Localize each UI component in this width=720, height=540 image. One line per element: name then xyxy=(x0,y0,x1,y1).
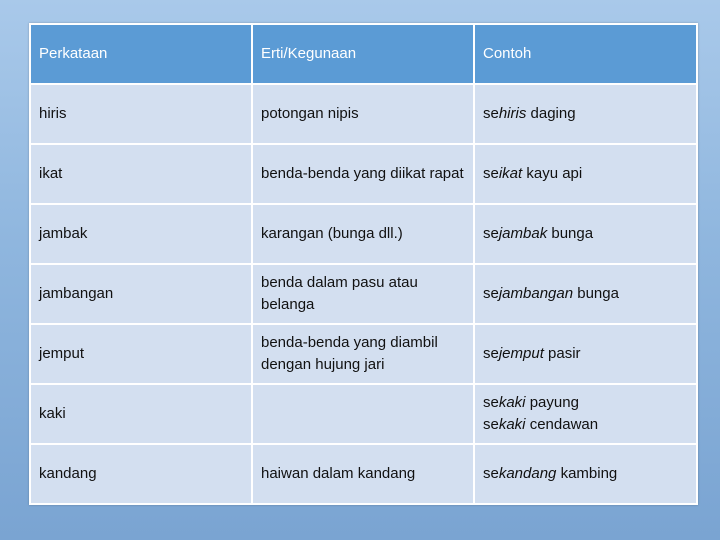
example-italic-word: jemput xyxy=(498,345,544,362)
cell-word: hiris xyxy=(30,84,252,144)
example-prefix: se xyxy=(483,225,499,242)
table-row xyxy=(30,144,697,204)
header-erti-kegunaan: Erti/Kegunaan xyxy=(252,24,474,84)
example-rest: payung xyxy=(525,394,579,411)
table-row xyxy=(30,264,697,324)
cell-meaning: benda-benda yang diikat rapat xyxy=(252,144,474,204)
example-italic-word: hiris xyxy=(498,105,527,122)
cell-example xyxy=(474,144,697,204)
table-row xyxy=(30,204,697,264)
cell-word: kandang xyxy=(30,444,252,504)
table-header-row xyxy=(30,24,697,84)
cell-example xyxy=(474,84,697,144)
example-rest: cendawan xyxy=(525,416,599,433)
example-rest: bunga xyxy=(547,225,594,242)
example-rest: kayu api xyxy=(522,165,583,182)
example-italic-word: kandang xyxy=(498,465,557,482)
cell-meaning: benda dalam pasu atau belanga xyxy=(252,264,474,324)
cell-word: jemput xyxy=(30,324,252,384)
example-italic-word: jambak xyxy=(498,225,548,242)
example-rest: bunga xyxy=(573,285,619,302)
example-line xyxy=(483,223,688,245)
cell-example xyxy=(474,444,697,504)
example-italic-word: ikat xyxy=(498,165,523,182)
vocabulary-table xyxy=(29,23,698,505)
cell-word: jambangan xyxy=(30,264,252,324)
example-prefix: se xyxy=(483,394,499,411)
example-prefix: se xyxy=(483,105,499,122)
example-rest: kambing xyxy=(556,465,618,482)
cell-example xyxy=(474,204,697,264)
cell-meaning: karangan (bunga dll.) xyxy=(252,204,474,264)
example-line xyxy=(483,103,688,125)
table-row xyxy=(30,84,697,144)
example-prefix: se xyxy=(483,465,499,482)
vocabulary-table-container xyxy=(29,23,696,504)
example-prefix: se xyxy=(483,345,499,362)
example-rest: pasir xyxy=(543,345,581,362)
example-prefix: se xyxy=(483,416,499,433)
example-line xyxy=(483,283,688,305)
table-row xyxy=(30,324,697,384)
cell-word: ikat xyxy=(30,144,252,204)
example-italic-word: kaki xyxy=(498,416,526,433)
cell-meaning: haiwan dalam kandang xyxy=(252,444,474,504)
cell-meaning: benda-benda yang diambil dengan hujung jari xyxy=(252,324,474,384)
cell-example xyxy=(474,384,697,444)
table-body xyxy=(30,84,697,504)
example-italic-word: kaki xyxy=(498,394,526,411)
cell-word: jambak xyxy=(30,204,252,264)
cell-meaning xyxy=(252,384,474,444)
cell-example xyxy=(474,264,697,324)
cell-example xyxy=(474,324,697,384)
cell-word: kaki xyxy=(30,384,252,444)
table-row xyxy=(30,384,697,444)
header-contoh: Contoh xyxy=(474,24,697,84)
example-line xyxy=(483,392,688,414)
example-line xyxy=(483,463,688,485)
example-line xyxy=(483,163,688,185)
example-prefix: se xyxy=(483,285,499,302)
example-line xyxy=(483,414,688,436)
example-rest: daging xyxy=(526,105,576,122)
cell-meaning: potongan nipis xyxy=(252,84,474,144)
example-italic-word: jambangan xyxy=(498,285,574,302)
example-prefix: se xyxy=(483,165,499,182)
table-row xyxy=(30,444,697,504)
header-perkataan: Perkataan xyxy=(30,24,252,84)
example-line xyxy=(483,343,688,365)
